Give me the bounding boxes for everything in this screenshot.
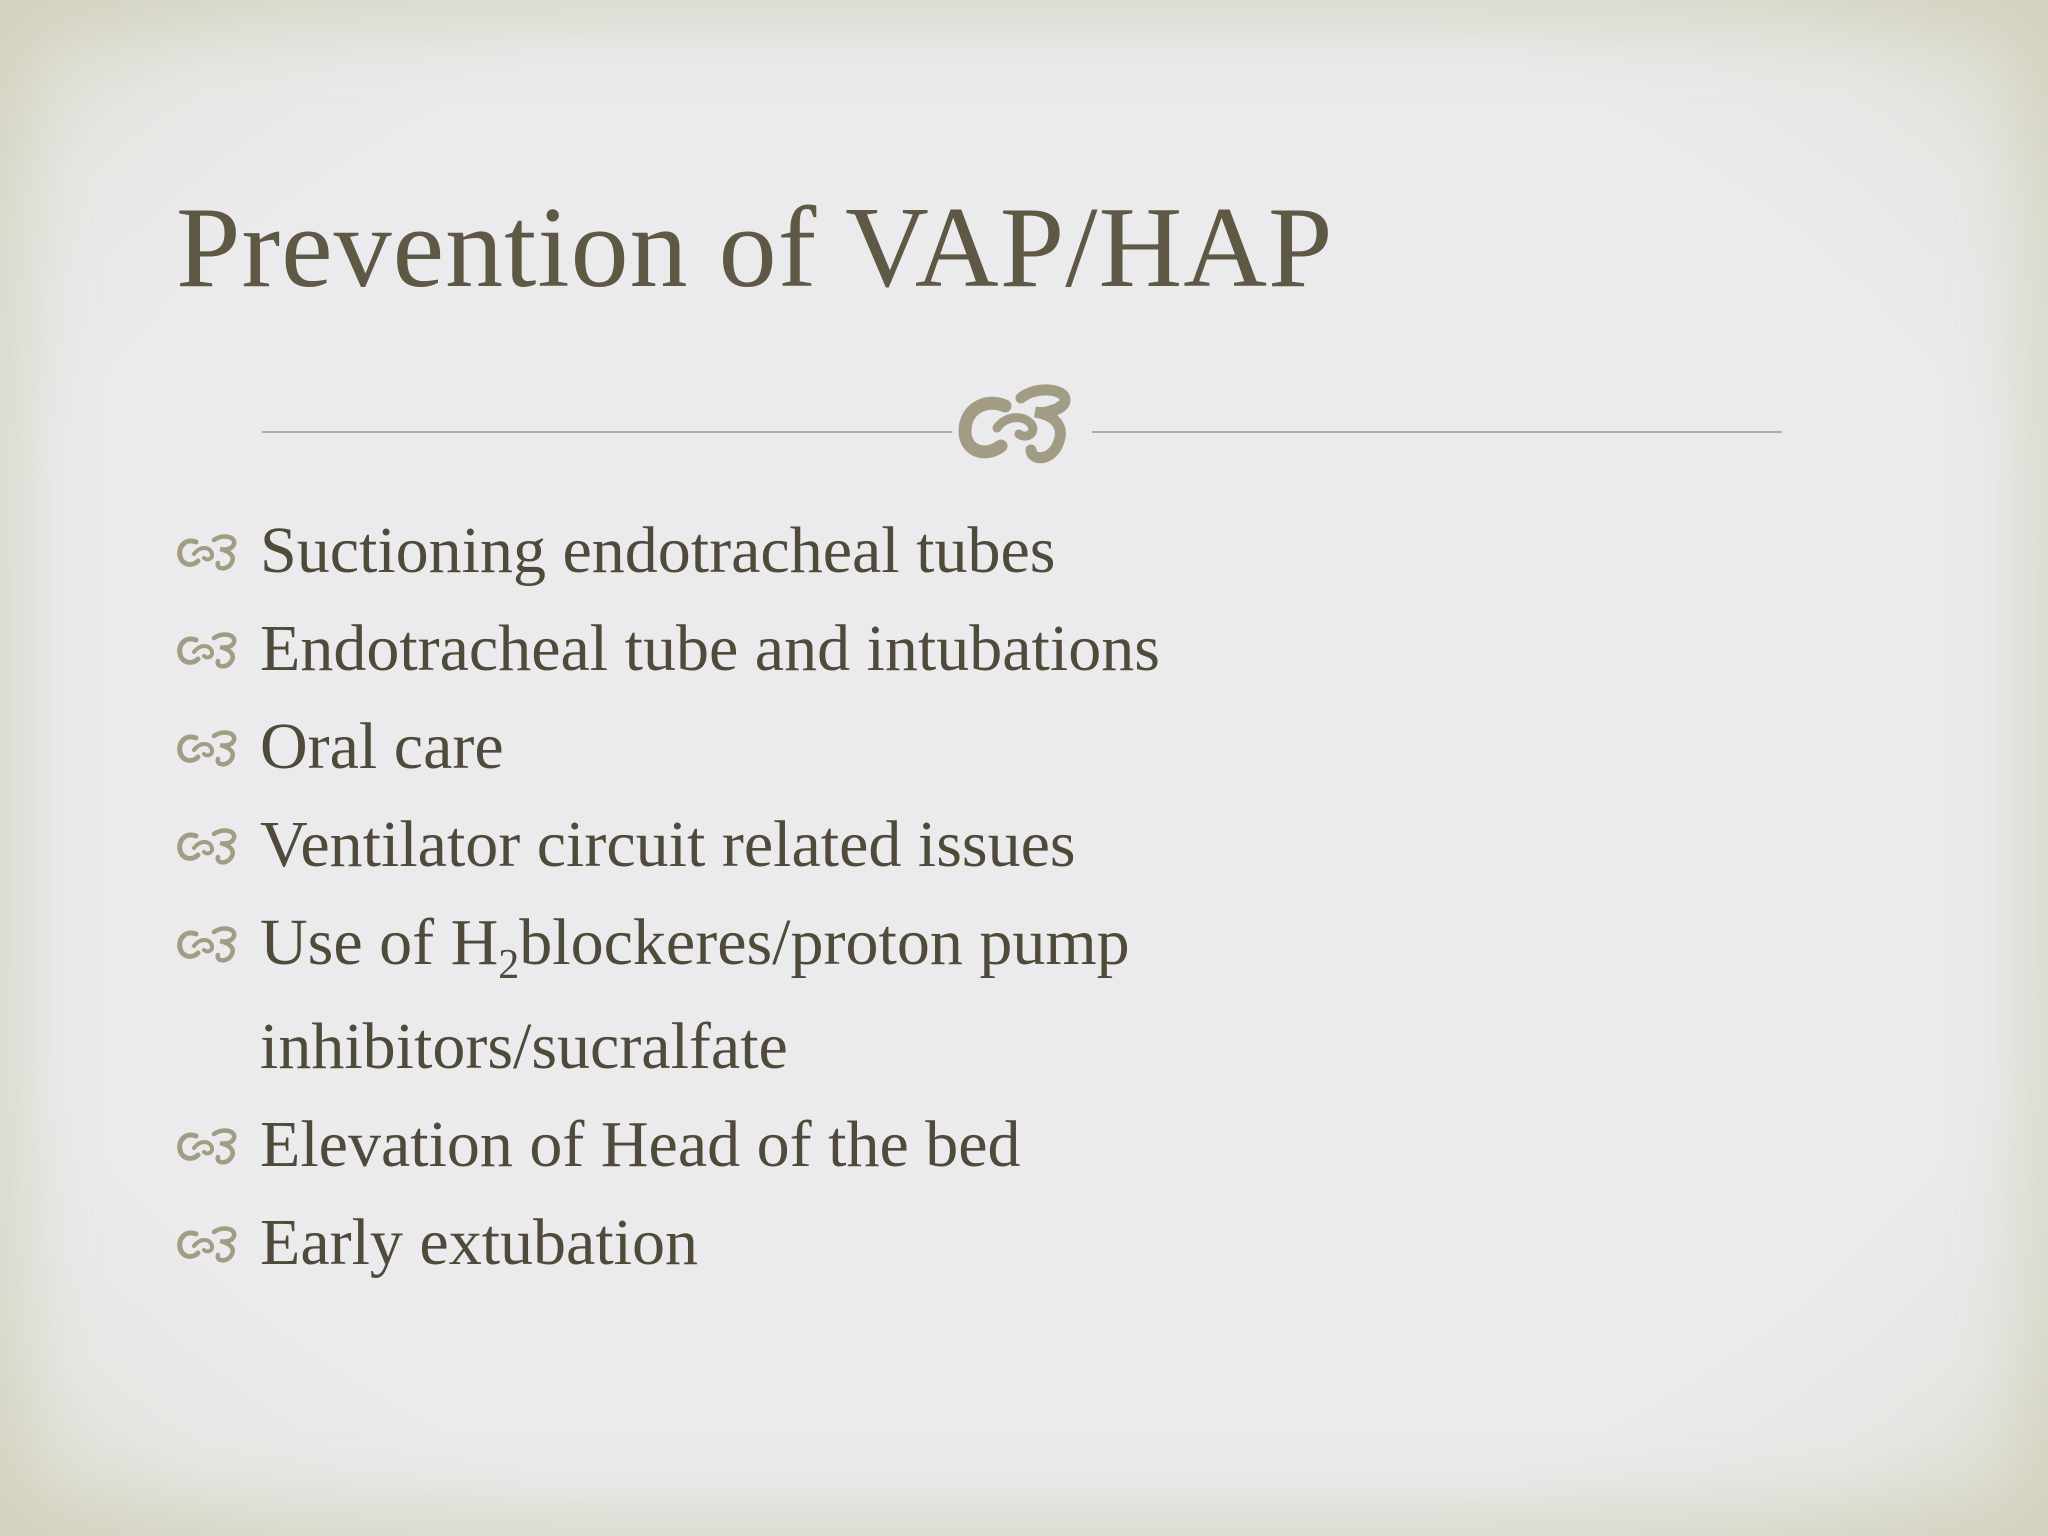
list-item [176,1104,1876,1186]
bullet-text: Ventilator circuit related issues [260,808,1076,881]
slide-title: Prevention of VAP/HAP [176,184,1334,312]
list-item [176,902,1876,1088]
bullet-text-part1: Use of H [260,906,499,979]
bullet-text: Early extubation [260,1206,699,1279]
divider-line-left [262,431,952,433]
bullet-text: Endotracheal tube and intubations [260,612,1160,685]
ornamental-swash-bullet-icon [176,532,242,572]
bullet-text: Oral care [260,710,504,783]
bullet-text-line2: inhibitors/sucralfate [260,1010,788,1083]
subscript-2: 2 [498,942,520,988]
ornamental-swash-bullet-icon [176,630,242,670]
ornamental-swash-bullet-icon [176,1224,242,1264]
title-divider [262,376,1782,476]
bullet-list [176,510,1876,1300]
list-item [176,1202,1876,1284]
list-item [176,804,1876,886]
divider-line-right [1092,431,1782,433]
ornamental-swash-bullet-icon [176,1126,242,1166]
list-item [176,608,1876,690]
bullet-text: Elevation of Head of the bed [260,1108,1021,1181]
ornamental-swash-icon [947,376,1097,476]
ornamental-swash-bullet-icon [176,728,242,768]
list-item [176,706,1876,788]
ornamental-swash-bullet-icon [176,924,242,964]
list-item [176,510,1876,592]
bullet-text-part2: blockeres/proton pump [519,906,1130,979]
bullet-text: Suctioning endotracheal tubes [260,514,1056,587]
ornamental-swash-bullet-icon [176,826,242,866]
